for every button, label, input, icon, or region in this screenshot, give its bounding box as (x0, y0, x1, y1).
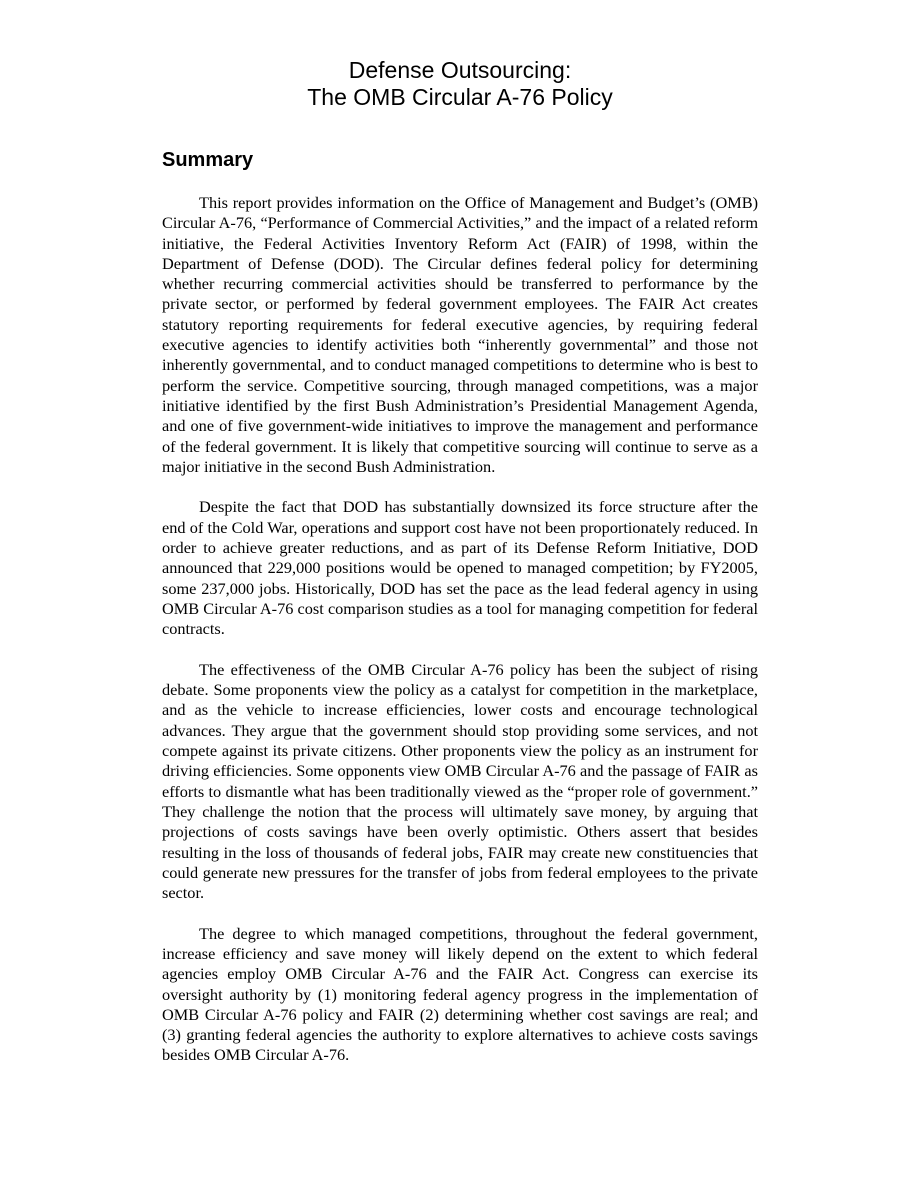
document-title (0, 57, 920, 111)
summary-paragraph-1: This report provides information on the Office of Management and Budget’s (OMB) Circular A-76, “Performance of Commercial Activities,” and the impact of a related reform initiative, the Federal Activities Inventory Reform Act (FAIR) of 1998, within the Department of Defense (DOD). The Circular defines federal policy for determining whether recurring commercial activities should be transferred to performance by the private sector, or performed by federal government employees. The FAIR Act creates statutory reporting requirements for federal executive agencies, by requiring federal executive agencies to identify activities both “inherently governmental” and those not inherently governmental, and to conduct managed competitions to determine who is best to perform the service. Competitive sourcing, through managed competitions, was a major initiative identified by the first Bush Administration’s Presidential Management Agenda, and one of five government-wide initiatives to improve the management and performance of the federal government. It is likely that competitive sourcing will continue to serve as a major initiative in the second Bush Administration. (162, 193, 758, 476)
title-line-1: Defense Outsourcing: (348, 57, 572, 83)
summary-heading: Summary (162, 149, 254, 171)
summary-body (162, 193, 758, 1066)
summary-paragraph-2: Despite the fact that DOD has substantially downsized its force structure after the end of the Cold War, operations and support cost have not been proportionately reduced. In order to achieve greater reductions, and as part of its Defense Reform Initiative, DOD announced that 229,000 positions would be opened to managed competition; by FY2005, some 237,000 jobs. Historically, DOD has set the pace as the lead federal agency in using OMB Circular A-76 cost comparison studies as a tool for managing competition for federal contracts. (162, 497, 758, 639)
title-line-2: The OMB Circular A-76 Policy (307, 84, 613, 110)
summary-paragraph-3: The effectiveness of the OMB Circular A-76 policy has been the subject of rising debate. Some proponents view the policy as a catalyst for competition in the marketplace, and as the vehicle to increase efficiencies, lower costs and encourage technological advances. They argue that the government should stop providing some services, and not compete against its private citizens. Other proponents view the policy as an instrument for driving efficiencies. Some opponents view OMB Circular A-76 and the passage of FAIR as efforts to dismantle what has been traditionally viewed as the “proper role of government.” They challenge the notion that the process will ultimately save money, by arguing that projections of costs savings have been overly optimistic. Others assert that besides resulting in the loss of thousands of federal jobs, FAIR may create new constituencies that could generate new pressures for the transfer of jobs from federal employees to the private sector. (162, 659, 758, 903)
summary-paragraph-4: The degree to which managed competitions, throughout the federal government, increase efficiency and save money will likely depend on the extent to which federal agencies employ OMB Circular A-76 and the FAIR Act. Congress can exercise its oversight authority by (1) monitoring federal agency progress in the implementation of OMB Circular A-76 policy and FAIR (2) determining whether cost savings are real; and (3) granting federal agencies the authority to explore alternatives to achieve costs savings besides OMB Circular A-76. (162, 923, 758, 1065)
